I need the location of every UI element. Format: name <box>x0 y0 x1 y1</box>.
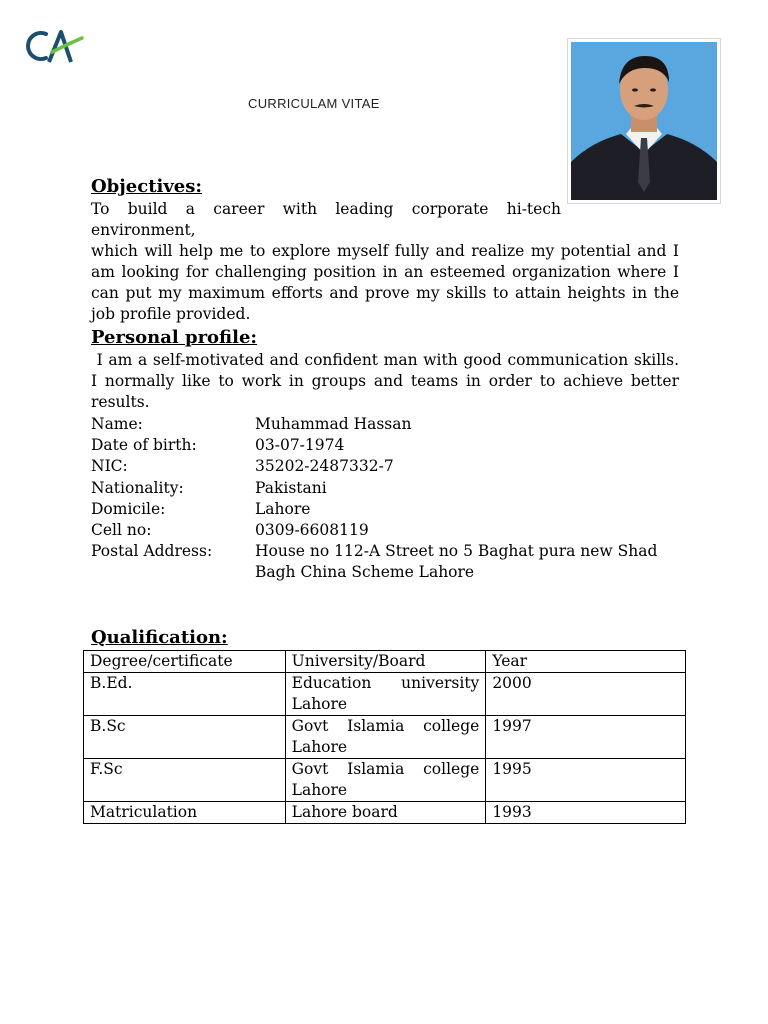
detail-value: 0309-6608119 <box>255 521 369 540</box>
person-photo-icon <box>571 42 717 200</box>
detail-label: Cell no: <box>91 521 152 540</box>
table-cell-year: 1997 <box>486 716 686 759</box>
table-cell-year: 1993 <box>486 802 686 824</box>
table-cell-degree: B.Sc <box>84 716 286 759</box>
table-row <box>84 802 686 824</box>
detail-row-dob <box>91 435 685 456</box>
ca-logo <box>22 26 84 66</box>
detail-label: Date of birth: <box>91 436 197 455</box>
objectives-heading: Objectives: <box>91 176 203 197</box>
document-title: CURRICULAM VITAE <box>248 96 380 111</box>
detail-label: Name: <box>91 415 143 433</box>
detail-value: 35202-2487332-7 <box>255 457 394 476</box>
qualification-heading: Qualification: <box>91 627 228 648</box>
detail-row-domicile <box>91 499 685 520</box>
detail-row-address <box>91 541 685 583</box>
profile-photo <box>567 38 721 204</box>
table-row <box>84 759 686 802</box>
detail-label: Postal Address: <box>91 542 213 561</box>
personal-profile-heading: Personal profile: <box>91 327 258 348</box>
table-header-row <box>84 651 686 673</box>
detail-value: Lahore <box>255 499 311 518</box>
table-cell-year: 1995 <box>486 759 686 802</box>
objectives-body: which will help me to explore myself fully and realize my potential and I am looking for challenging position in an esteemed organization where I can put my maximum efforts and prove my skills to attain heights in the job profile provided. <box>91 242 679 323</box>
table-cell-board: Govt Islamia college Lahore <box>285 716 486 759</box>
detail-value: 03-07-1974 <box>255 436 345 455</box>
table-cell-board: Govt Islamia college Lahore <box>285 759 486 802</box>
objectives-line-1: To build a career with leading corporate hi-tech environment, <box>91 200 561 239</box>
detail-row-nic <box>91 456 685 477</box>
detail-row-name <box>91 414 685 435</box>
table-cell-degree: F.Sc <box>84 759 286 802</box>
detail-value: House no 112-A Street no 5 Baghat pura new Shad Bagh China Scheme Lahore <box>255 542 658 582</box>
detail-row-cell <box>91 520 685 541</box>
table-cell-degree: Matriculation <box>84 802 286 824</box>
objectives-text <box>91 199 679 325</box>
table-cell-year: 2000 <box>486 673 686 716</box>
personal-profile-text: I am a self-motivated and confident man with good communication skills. I normally like to work in groups and teams in order to achieve better results. <box>91 351 684 411</box>
detail-label: Domicile: <box>91 499 166 518</box>
detail-value: Muhammad Hassan <box>255 415 412 433</box>
table-row <box>84 716 686 759</box>
table-cell-degree: B.Ed. <box>84 673 286 716</box>
table-cell-board: Lahore board <box>285 802 486 824</box>
table-header-cell: Degree/certificate <box>84 651 286 673</box>
personal-details <box>91 414 685 584</box>
table-row <box>84 673 686 716</box>
table-header-cell: University/Board <box>285 651 486 673</box>
table-cell-board: Education university Lahore <box>285 673 486 716</box>
table-header-cell: Year <box>486 651 686 673</box>
detail-label: Nationality: <box>91 478 184 497</box>
detail-label: NIC: <box>91 457 128 476</box>
ca-logo-icon <box>22 26 84 66</box>
detail-value: Pakistani <box>255 478 327 497</box>
qualification-table <box>83 650 686 824</box>
detail-row-nationality <box>91 478 685 499</box>
